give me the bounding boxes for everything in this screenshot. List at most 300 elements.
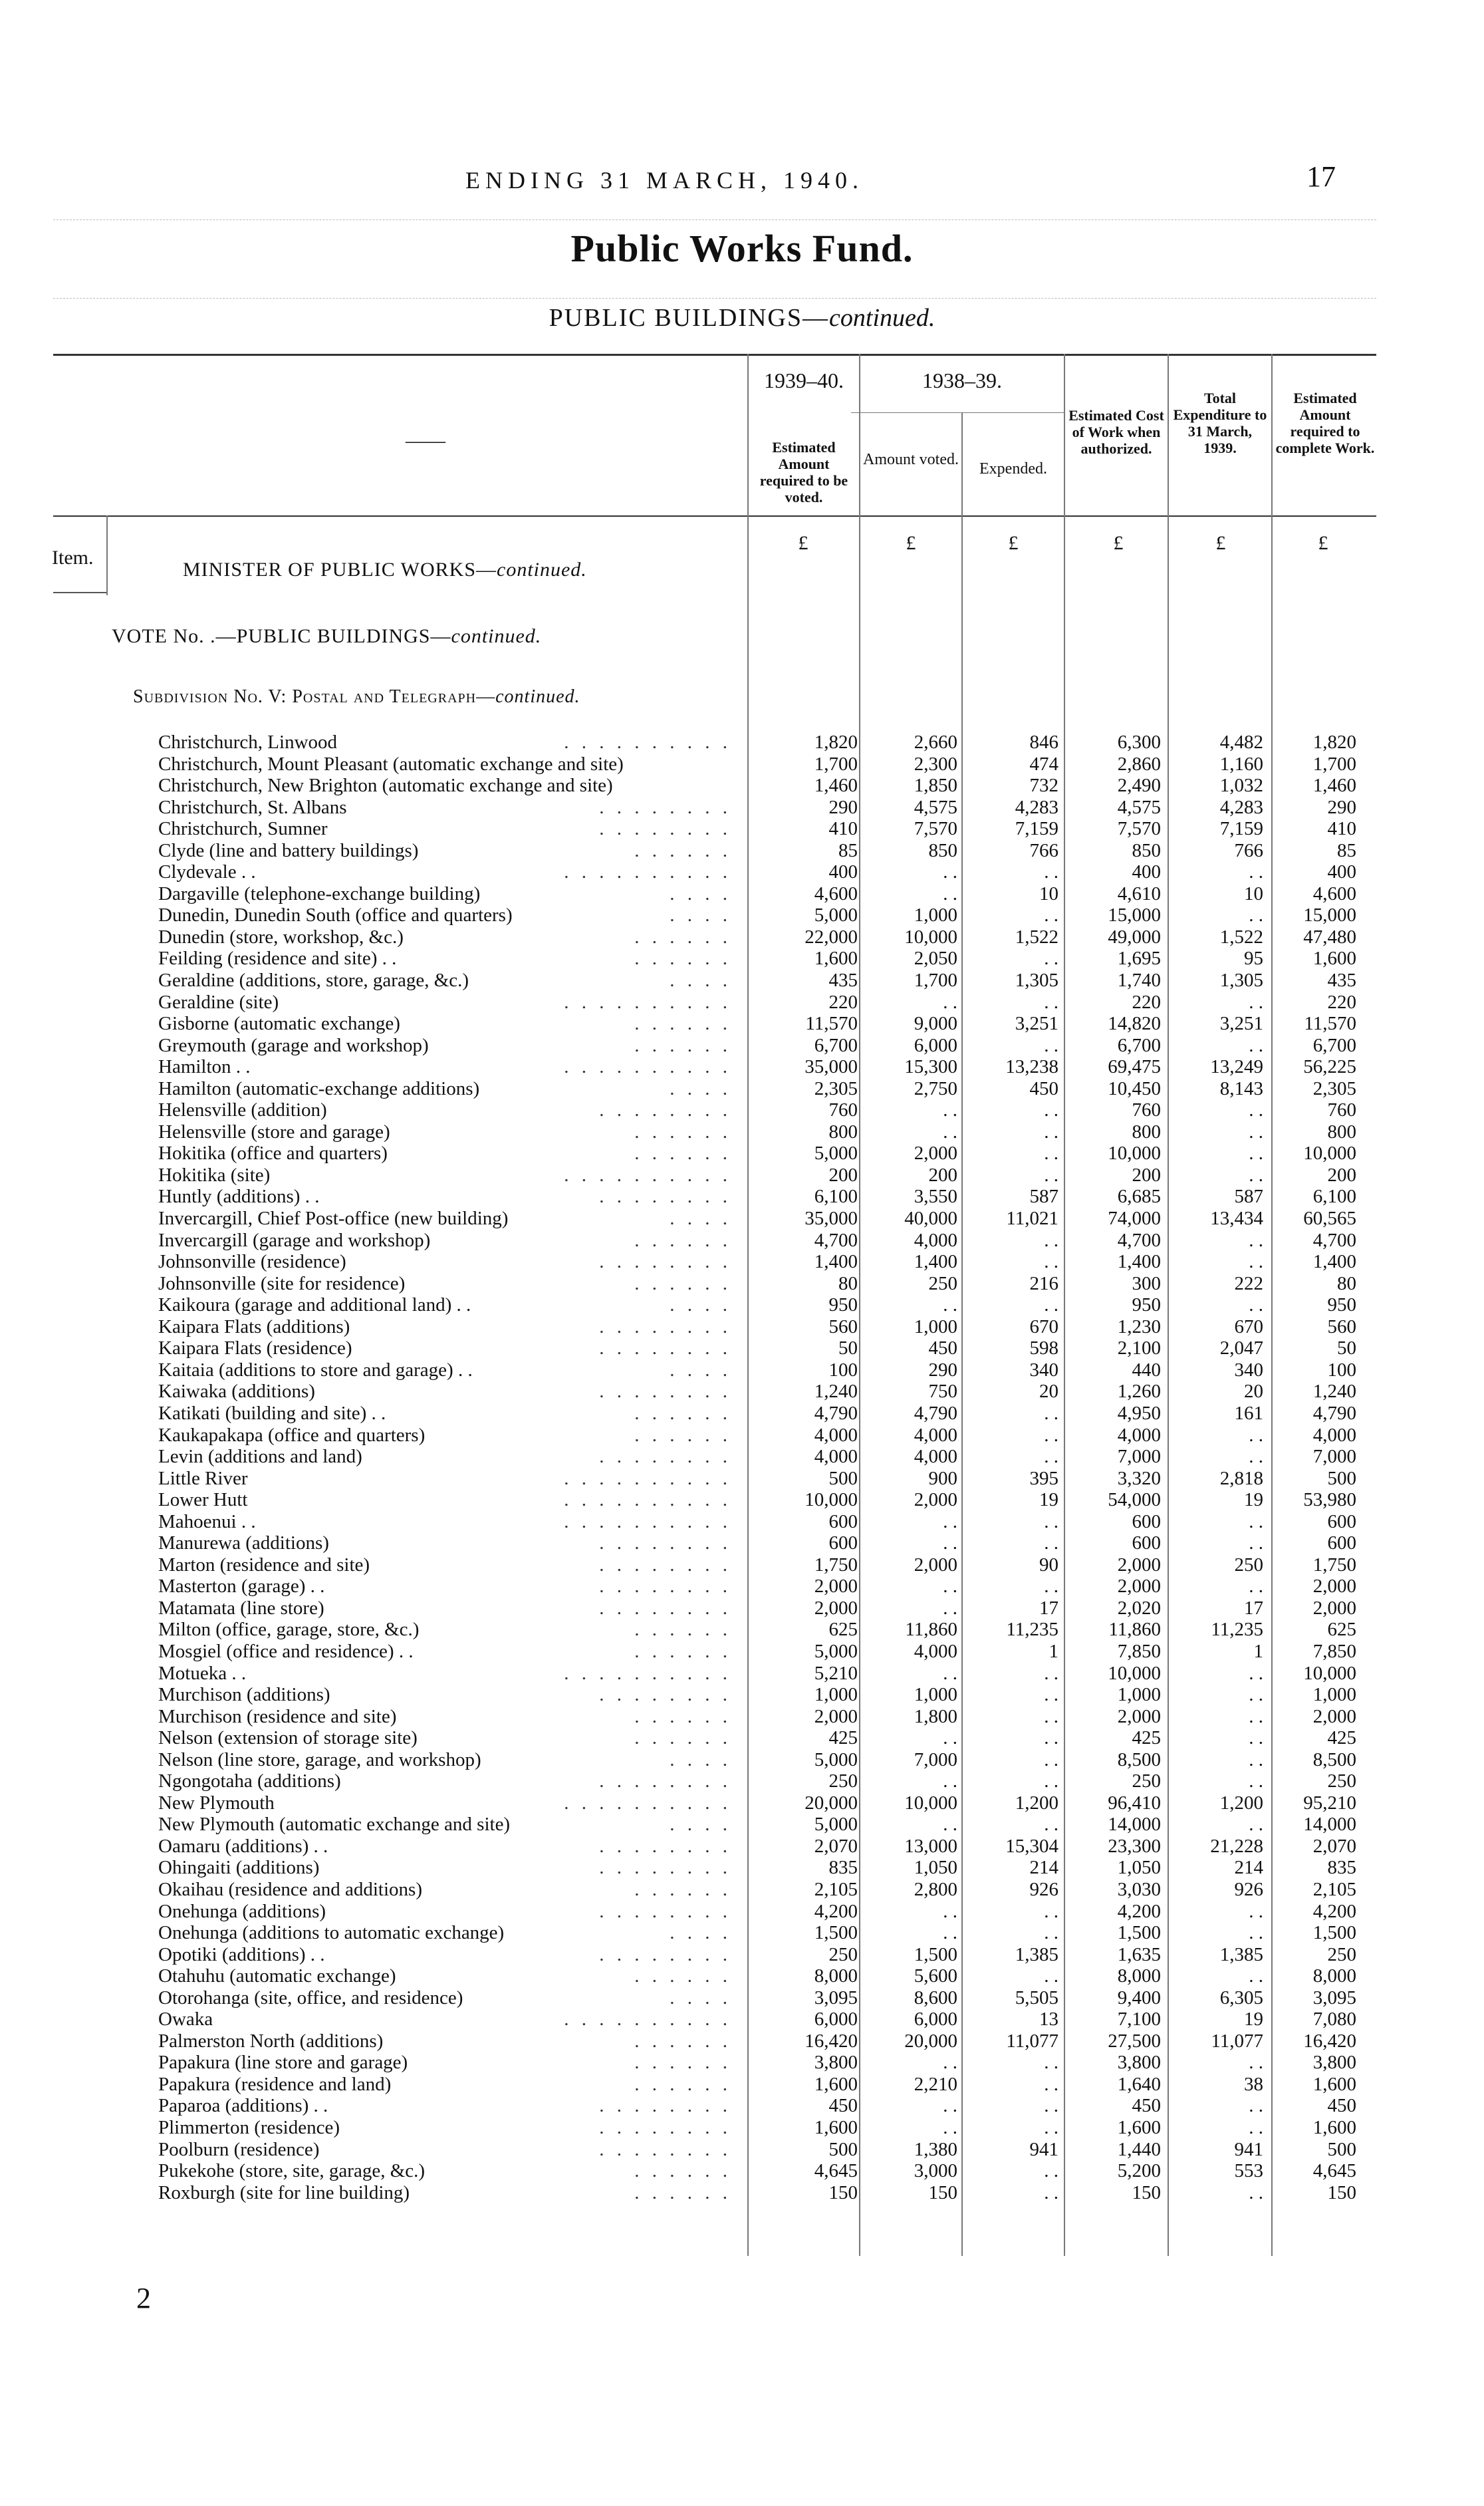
cell-amount-to-complete: 60,565	[1303, 1208, 1356, 1230]
cell-amount-voted: 3,550	[914, 1186, 957, 1208]
cell-amount-voted: 750	[928, 1381, 957, 1403]
cell-total-expenditure: 11,077	[1211, 2030, 1263, 2052]
cell-estimated-cost: 7,100	[1117, 2009, 1161, 2030]
header-top-rule	[53, 354, 1376, 356]
row-name: Murchison (additions)	[158, 1684, 330, 1706]
cell-estimated-cost: 49,000	[1108, 926, 1161, 948]
header-estimated-required: Estimated Amount required to be voted.	[759, 439, 848, 505]
cell-estimated-required: 200	[828, 1164, 858, 1186]
cell-total-expenditure: 3,251	[1219, 1013, 1263, 1035]
cell-expended: . .	[1044, 1121, 1058, 1143]
cell-estimated-required: 11,570	[805, 1013, 858, 1035]
cell-expended: 19	[1039, 1489, 1058, 1511]
cell-estimated-required: 5,000	[814, 905, 858, 926]
row-name: Helensville (addition)	[158, 1099, 327, 1121]
cell-total-expenditure: 1,305	[1219, 970, 1263, 992]
cell-amount-to-complete: 11,570	[1304, 1013, 1356, 1035]
cell-total-expenditure: . .	[1249, 861, 1263, 883]
cell-estimated-required: 4,000	[814, 1446, 858, 1468]
cell-estimated-cost: 850	[1132, 839, 1161, 861]
row-leader-dots: . . . . . .	[634, 1229, 731, 1251]
row-name: Kaipara Flats (additions)	[158, 1316, 350, 1337]
table-row	[0, 1251, 1484, 1273]
cell-amount-voted: . .	[943, 1294, 957, 1316]
cell-estimated-required: 4,600	[814, 883, 858, 905]
row-leader-dots: . . . . . .	[634, 1013, 731, 1035]
row-leader-dots: . . . . . . . .	[599, 1900, 731, 1922]
cell-total-expenditure: . .	[1249, 905, 1263, 926]
cell-amount-to-complete: 15,000	[1303, 905, 1356, 926]
table-row	[0, 1208, 1484, 1230]
subdivision-suffix: continued.	[495, 686, 580, 707]
cell-expended: 11,235	[1006, 1619, 1058, 1641]
cell-amount-voted: 2,300	[914, 753, 957, 775]
cell-estimated-cost: 6,685	[1117, 1186, 1161, 1208]
cell-total-expenditure: 10	[1244, 883, 1263, 905]
header-year-subrule	[851, 412, 1064, 413]
cell-expended: 90	[1039, 1554, 1058, 1576]
table-row	[0, 2160, 1484, 2182]
cell-estimated-cost: 3,800	[1117, 2052, 1161, 2074]
cell-amount-to-complete: 1,240	[1312, 1381, 1356, 1403]
cell-amount-to-complete: 435	[1327, 970, 1356, 992]
cell-expended: . .	[1044, 2117, 1058, 2138]
cell-expended: . .	[1044, 1770, 1058, 1792]
row-leader-dots: . . . . . .	[634, 1121, 731, 1143]
cell-estimated-required: 1,500	[814, 1922, 858, 1944]
cell-estimated-cost: 15,000	[1108, 905, 1161, 926]
row-leader-dots: . . . . . .	[634, 1143, 731, 1165]
cell-estimated-cost: 4,610	[1117, 883, 1161, 905]
cell-amount-voted: 4,000	[914, 1229, 957, 1251]
cell-amount-to-complete: 1,600	[1312, 2073, 1356, 2095]
cell-expended: 15,304	[1005, 1835, 1058, 1857]
cell-expended: . .	[1044, 1532, 1058, 1554]
cell-amount-to-complete: 950	[1327, 1294, 1356, 1316]
row-leader-dots: . . . . . . . .	[599, 1770, 731, 1792]
cell-amount-to-complete: 10,000	[1303, 1662, 1356, 1684]
cell-estimated-cost: 7,850	[1117, 1640, 1161, 1662]
cell-estimated-required: 5,000	[814, 1640, 858, 1662]
cell-estimated-required: 50	[838, 1337, 858, 1359]
row-leader-dots: . . . .	[670, 1077, 731, 1099]
cell-estimated-required: 500	[828, 2138, 858, 2160]
cell-estimated-cost: 600	[1132, 1510, 1161, 1532]
table-row	[0, 1446, 1484, 1468]
cell-total-expenditure: 7,159	[1219, 818, 1263, 840]
cell-amount-to-complete: 1,600	[1312, 948, 1356, 970]
cell-amount-to-complete: 85	[1337, 839, 1356, 861]
header-year-1938-39: 1938–39.	[922, 368, 1002, 392]
cell-amount-voted: . .	[943, 1532, 957, 1554]
cell-amount-voted: . .	[943, 1922, 957, 1944]
cell-amount-voted: 4,575	[914, 796, 957, 818]
cell-estimated-cost: 10,000	[1108, 1143, 1161, 1165]
cell-expended: . .	[1044, 1705, 1058, 1727]
cell-amount-to-complete: 600	[1327, 1510, 1356, 1532]
cell-total-expenditure: . .	[1249, 1748, 1263, 1770]
cell-amount-to-complete: 290	[1327, 796, 1356, 818]
cell-total-expenditure: 13,434	[1210, 1208, 1263, 1230]
cell-amount-voted: 5,600	[914, 1965, 957, 1987]
cell-amount-voted: 6,000	[914, 1034, 957, 1056]
cell-expended: 11,077	[1006, 2030, 1058, 2052]
cell-estimated-cost: 5,200	[1117, 2160, 1161, 2182]
cell-estimated-cost: 1,050	[1117, 1857, 1161, 1879]
table-row	[0, 797, 1484, 819]
row-name: Johnsonville (site for residence)	[158, 1272, 406, 1294]
cell-amount-to-complete: 250	[1327, 1943, 1356, 1965]
cell-amount-to-complete: 2,000	[1312, 1597, 1356, 1619]
row-name: Dargaville (telephone-exchange building)	[158, 883, 481, 905]
cell-estimated-cost: 7,570	[1117, 818, 1161, 840]
fund-divider	[53, 298, 1376, 299]
table-row	[0, 1770, 1484, 1792]
table-row	[0, 840, 1484, 862]
cell-estimated-cost: 600	[1132, 1532, 1161, 1554]
cell-estimated-required: 2,305	[814, 1077, 858, 1099]
row-leader-dots: . . . . . .	[634, 1402, 731, 1424]
cell-amount-voted: 13,000	[904, 1835, 957, 1857]
pound-sign-col3: £	[1008, 532, 1019, 554]
cell-estimated-required: 1,000	[814, 1684, 858, 1706]
cell-amount-voted: . .	[943, 2052, 957, 2074]
table-row	[0, 1186, 1484, 1208]
cell-amount-voted: 3,000	[914, 2160, 957, 2182]
cell-estimated-required: 4,645	[814, 2160, 858, 2182]
cell-estimated-required: 6,700	[814, 1034, 858, 1056]
cell-expended: 3,251	[1015, 1013, 1058, 1035]
cell-total-expenditure: 670	[1234, 1316, 1263, 1337]
row-name: Christchurch, Sumner	[158, 818, 328, 840]
table-row	[0, 754, 1484, 775]
cell-estimated-cost: 6,700	[1117, 1034, 1161, 1056]
cell-amount-voted: . .	[943, 2095, 957, 2117]
row-name: Invercargill, Chief Post-office (new building)	[158, 1208, 509, 1230]
cell-expended: . .	[1044, 1402, 1058, 1424]
cell-expended: 5,505	[1015, 1987, 1058, 2009]
cell-amount-to-complete: 100	[1327, 1359, 1356, 1381]
cell-amount-to-complete: 3,800	[1312, 2052, 1356, 2074]
table-row	[0, 1468, 1484, 1490]
row-leader-dots: . . . .	[670, 905, 731, 926]
row-leader-dots: . . . .	[670, 1208, 731, 1230]
table-row	[0, 2009, 1484, 2030]
cell-total-expenditure: 1,032	[1219, 775, 1263, 797]
cell-estimated-required: 2,000	[814, 1576, 858, 1598]
table-row	[0, 1944, 1484, 1966]
cell-expended: . .	[1044, 1922, 1058, 1944]
cell-estimated-required: 625	[828, 1619, 858, 1641]
table-row	[0, 1056, 1484, 1078]
cell-amount-to-complete: 47,480	[1303, 926, 1356, 948]
cell-amount-to-complete: 53,980	[1303, 1489, 1356, 1511]
cell-amount-voted: 450	[928, 1337, 957, 1359]
fund-title: Public Works Fund.	[570, 227, 914, 270]
cell-estimated-cost: 23,300	[1108, 1835, 1161, 1857]
cell-amount-voted: . .	[943, 1510, 957, 1532]
cell-expended: . .	[1044, 2052, 1058, 2074]
cell-estimated-required: 600	[828, 1532, 858, 1554]
cell-total-expenditure: 13,249	[1210, 1056, 1263, 1078]
cell-amount-to-complete: 4,700	[1312, 1229, 1356, 1251]
cell-estimated-cost: 1,600	[1117, 2117, 1161, 2138]
header-amount-voted: Amount voted.	[863, 451, 959, 468]
row-leader-dots: . . . . . . . .	[599, 1532, 731, 1554]
row-leader-dots: . . . .	[670, 883, 731, 905]
cell-total-expenditure: 340	[1234, 1359, 1263, 1381]
cell-total-expenditure: 21,228	[1210, 1835, 1263, 1857]
table-row	[0, 1598, 1484, 1619]
row-name: Murchison (residence and site)	[158, 1705, 397, 1727]
row-name: Kaukapakapa (office and quarters)	[158, 1424, 426, 1446]
cell-total-expenditure: 161	[1234, 1402, 1263, 1424]
cell-expended: 474	[1029, 753, 1058, 775]
row-name: New Plymouth	[158, 1792, 275, 1814]
row-name: Pukekohe (store, site, garage, &c.)	[158, 2160, 426, 2182]
row-name: Helensville (store and garage)	[158, 1121, 390, 1143]
cell-amount-voted: 20,000	[904, 2030, 957, 2052]
table-row	[0, 1987, 1484, 2009]
table-row	[0, 1230, 1484, 1252]
table-row	[0, 1143, 1484, 1165]
table-row	[0, 861, 1484, 883]
cell-estimated-cost: 3,030	[1117, 1878, 1161, 1900]
row-leader-dots: . . . . . . . .	[599, 2095, 731, 2117]
row-name: Gisborne (automatic exchange)	[158, 1013, 400, 1035]
cell-amount-voted: 10,000	[904, 1792, 957, 1814]
table-row	[0, 1879, 1484, 1901]
cell-estimated-required: 16,420	[804, 2030, 858, 2052]
cell-amount-to-complete: 1,820	[1312, 732, 1356, 753]
cell-amount-voted: 7,570	[914, 818, 957, 840]
cell-amount-voted: . .	[943, 1099, 957, 1121]
row-leader-dots: . . . . . . . .	[599, 818, 731, 840]
cell-estimated-cost: 9,400	[1117, 1987, 1161, 2009]
table-row	[0, 1576, 1484, 1598]
cell-estimated-required: 1,600	[814, 2117, 858, 2138]
row-name: Hokitika (site)	[158, 1164, 271, 1186]
cell-amount-voted: 7,000	[914, 1748, 957, 1770]
table-row	[0, 1035, 1484, 1057]
cell-estimated-required: 560	[828, 1316, 858, 1337]
table-row	[0, 970, 1484, 992]
cell-amount-voted: 1,500	[914, 1943, 957, 1965]
cell-amount-to-complete: 800	[1327, 1121, 1356, 1143]
cell-total-expenditure: . .	[1249, 1251, 1263, 1273]
cell-amount-to-complete: 250	[1327, 1770, 1356, 1792]
cell-amount-to-complete: 1,750	[1312, 1554, 1356, 1576]
row-name: Manurewa (additions)	[158, 1532, 329, 1554]
cell-amount-to-complete: 4,000	[1312, 1424, 1356, 1446]
cell-total-expenditure: . .	[1249, 2181, 1263, 2203]
cell-amount-to-complete: 1,600	[1312, 2117, 1356, 2138]
cell-amount-voted: 1,000	[914, 1684, 957, 1706]
cell-estimated-cost: 300	[1132, 1272, 1161, 1294]
cell-expended: . .	[1044, 1251, 1058, 1273]
cell-amount-voted: 1,800	[914, 1705, 957, 1727]
cell-amount-voted: . .	[943, 2117, 957, 2138]
cell-estimated-required: 410	[828, 818, 858, 840]
cell-estimated-required: 8,000	[814, 1965, 858, 1987]
cell-amount-to-complete: 410	[1327, 818, 1356, 840]
table-row	[0, 2030, 1484, 2052]
cell-estimated-cost: 8,000	[1117, 1965, 1161, 1987]
cell-estimated-cost: 1,740	[1117, 970, 1161, 992]
cell-amount-to-complete: 1,500	[1312, 1922, 1356, 1944]
row-name: Greymouth (garage and workshop)	[158, 1034, 429, 1056]
cell-amount-to-complete: 500	[1327, 2138, 1356, 2160]
cell-expended: 4,283	[1015, 796, 1058, 818]
pound-sign-col6: £	[1318, 532, 1328, 554]
row-name: Owaka	[158, 2009, 213, 2030]
cell-amount-to-complete: 7,000	[1312, 1446, 1356, 1468]
cell-amount-to-complete: 450	[1327, 2095, 1356, 2117]
cell-total-expenditure: . .	[1249, 1034, 1263, 1056]
cell-expended: 10	[1039, 883, 1058, 905]
cell-amount-voted: 1,400	[914, 1251, 957, 1273]
row-name: Dunedin, Dunedin South (office and quarters)	[158, 905, 513, 926]
cell-total-expenditure: 1,160	[1219, 753, 1263, 775]
cell-total-expenditure: 6,305	[1219, 1987, 1263, 2009]
row-name: Geraldine (site)	[158, 991, 279, 1013]
table-row	[0, 1857, 1484, 1879]
table-row	[0, 1337, 1484, 1359]
cell-amount-to-complete: 4,645	[1312, 2160, 1356, 2182]
cell-amount-voted: . .	[943, 861, 957, 883]
cell-estimated-required: 250	[828, 1943, 858, 1965]
cell-estimated-required: 1,600	[814, 948, 858, 970]
row-name: New Plymouth (automatic exchange and site)	[158, 1814, 511, 1836]
cell-total-expenditure: 1,385	[1219, 1943, 1263, 1965]
cell-estimated-cost: 4,950	[1117, 1402, 1161, 1424]
cell-estimated-required: 150	[828, 2181, 858, 2203]
vote-suffix: continued.	[451, 625, 542, 647]
row-leader-dots: . . . . . . . . . .	[564, 1056, 731, 1078]
cell-estimated-cost: 425	[1132, 1727, 1161, 1749]
row-leader-dots: . . . .	[670, 1359, 731, 1381]
row-name: Clydevale . .	[158, 861, 256, 883]
cell-expended: . .	[1044, 1684, 1058, 1706]
cell-estimated-required: 435	[828, 970, 858, 992]
cell-amount-voted: 250	[928, 1272, 957, 1294]
cell-expended: 395	[1029, 1467, 1058, 1489]
cell-estimated-required: 950	[828, 1294, 858, 1316]
cell-total-expenditure: . .	[1249, 1294, 1263, 1316]
table-row	[0, 1511, 1484, 1533]
cell-total-expenditure: 38	[1244, 2073, 1263, 2095]
cell-amount-voted: 11,860	[905, 1619, 957, 1641]
row-name: Masterton (garage) . .	[158, 1576, 325, 1598]
cell-amount-voted: 10,000	[904, 926, 957, 948]
cell-total-expenditure: 19	[1244, 2009, 1263, 2030]
row-leader-dots: . . . . . .	[634, 2181, 731, 2203]
row-leader-dots: . . . . . . . . . .	[564, 991, 731, 1013]
header-dash: ——	[406, 430, 445, 452]
cell-amount-to-complete: 6,700	[1312, 1034, 1356, 1056]
cell-expended: 1	[1049, 1640, 1058, 1662]
cell-estimated-required: 80	[838, 1272, 858, 1294]
row-name: Geraldine (additions, store, garage, &c.)	[158, 970, 469, 992]
cell-total-expenditure: . .	[1249, 1662, 1263, 1684]
cell-estimated-cost: 69,475	[1108, 1056, 1161, 1078]
cell-estimated-required: 10,000	[804, 1489, 858, 1511]
row-name: Plimmerton (residence)	[158, 2117, 340, 2138]
cell-estimated-cost: 1,400	[1117, 1251, 1161, 1273]
table-row	[0, 1099, 1484, 1121]
cell-amount-voted: . .	[943, 1814, 957, 1836]
cell-expended: 13,238	[1005, 1056, 1058, 1078]
cell-estimated-required: 1,700	[814, 753, 858, 775]
row-name: Hamilton (automatic-exchange additions)	[158, 1077, 480, 1099]
cell-estimated-cost: 1,260	[1117, 1381, 1161, 1403]
vote-heading	[112, 625, 541, 648]
cell-estimated-required: 3,800	[814, 2052, 858, 2074]
cell-amount-voted: . .	[943, 1727, 957, 1749]
running-head: ENDING 31 MARCH, 1940.	[465, 167, 864, 194]
cell-estimated-cost: 2,860	[1117, 753, 1161, 775]
cell-amount-to-complete: 8,000	[1312, 1965, 1356, 1987]
cell-expended: 598	[1029, 1337, 1058, 1359]
cell-total-expenditure: . .	[1249, 2117, 1263, 2138]
cell-estimated-required: 220	[828, 991, 858, 1013]
pound-sign-col4: £	[1113, 532, 1124, 554]
cell-amount-to-complete: 150	[1327, 2181, 1356, 2203]
cell-expended: 17	[1039, 1597, 1058, 1619]
cell-amount-to-complete: 600	[1327, 1532, 1356, 1554]
table-row	[0, 1294, 1484, 1316]
header-amount-to-complete: Estimated Amount required to complete Work.	[1275, 390, 1375, 456]
cell-total-expenditure: 8,143	[1219, 1077, 1263, 1099]
row-leader-dots: . . . . . . . .	[599, 2138, 731, 2160]
cell-total-expenditure: 214	[1234, 1857, 1263, 1879]
cell-amount-to-complete: 2,305	[1312, 1077, 1356, 1099]
cell-total-expenditure: 20	[1244, 1381, 1263, 1403]
cell-amount-to-complete: 8,500	[1312, 1748, 1356, 1770]
cell-expended: . .	[1044, 1034, 1058, 1056]
row-name: Christchurch, Linwood	[158, 732, 338, 753]
row-leader-dots: . . . . . .	[634, 1272, 731, 1294]
cell-amount-to-complete: 50	[1337, 1337, 1356, 1359]
cell-estimated-required: 4,200	[814, 1900, 858, 1922]
row-name: Poolburn (residence)	[158, 2138, 320, 2160]
table-row	[0, 1078, 1484, 1100]
cell-estimated-required: 1,240	[814, 1381, 858, 1403]
row-name: Kaikoura (garage and additional land) . .	[158, 1294, 471, 1316]
cell-amount-to-complete: 220	[1327, 991, 1356, 1013]
row-leader-dots: . . . . . . . . . .	[564, 1489, 731, 1511]
cell-amount-to-complete: 1,460	[1312, 775, 1356, 797]
cell-estimated-cost: 4,000	[1117, 1424, 1161, 1446]
cell-amount-to-complete: 500	[1327, 1467, 1356, 1489]
cell-amount-voted: 15,300	[904, 1056, 957, 1078]
row-leader-dots: . . . . . .	[634, 1965, 731, 1987]
row-name: Levin (additions and land)	[158, 1446, 362, 1468]
cell-amount-to-complete: 1,000	[1312, 1684, 1356, 1706]
cell-estimated-required: 600	[828, 1510, 858, 1532]
item-column-rule	[106, 515, 108, 595]
table-row	[0, 2095, 1484, 2117]
subdivision-text: Subdivision No. V: Postal and Telegraph—	[133, 686, 496, 707]
row-leader-dots: . . . . . . . .	[599, 796, 731, 818]
row-name: Nelson (line store, garage, and workshop)	[158, 1748, 481, 1770]
cell-expended: 941	[1029, 2138, 1058, 2160]
cell-estimated-required: 3,095	[814, 1987, 858, 2009]
row-name: Okaihau (residence and additions)	[158, 1878, 422, 1900]
row-name: Onehunga (additions)	[158, 1900, 326, 1922]
cell-expended: . .	[1044, 1576, 1058, 1598]
minister-suffix: continued.	[497, 559, 587, 581]
